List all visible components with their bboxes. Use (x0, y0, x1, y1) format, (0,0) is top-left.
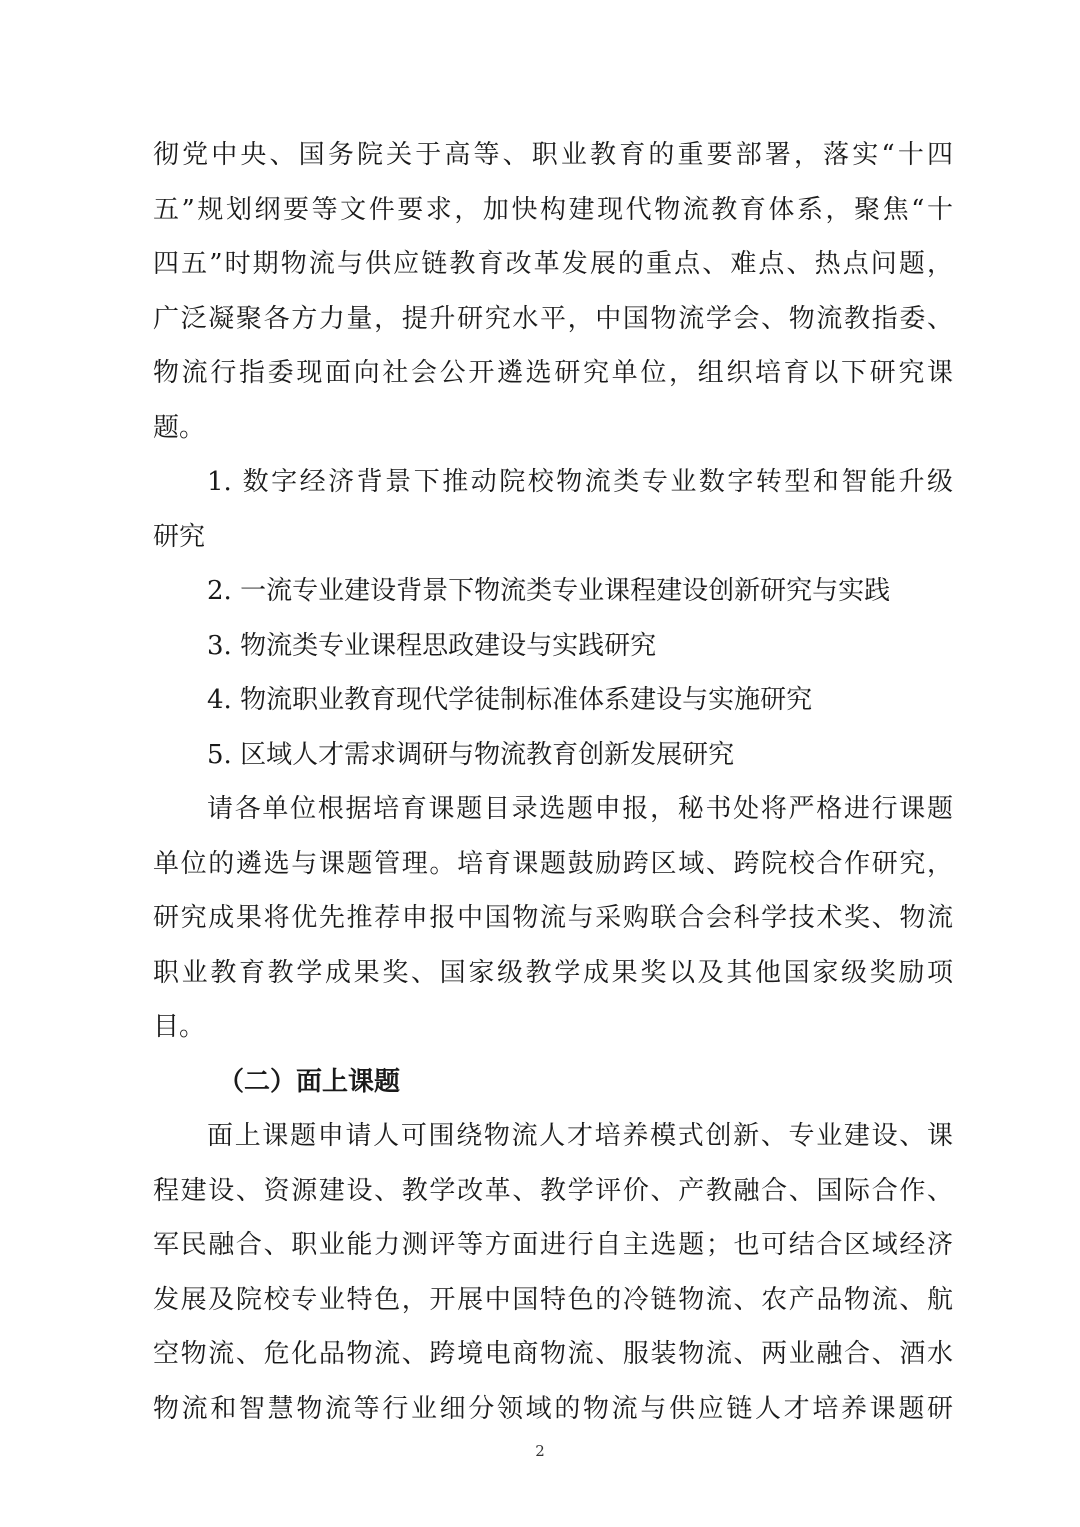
topic-item-2: 2. 一流专业建设背景下物流类专业课程建设创新研究与实践 (207, 576, 891, 606)
section-heading: （二）面上课题 (218, 1066, 401, 1097)
paragraph-line: 单位的遴选与课题管理。培育课题鼓励跨区域、跨院校合作研究， (153, 848, 953, 879)
paragraph-line: 广泛凝聚各方力量，提升研究水平，中国物流学会、物流教指委、 (153, 303, 953, 334)
paragraph-line: 程建设、资源建设、教学改革、教学评价、产教融合、国际合作、 (153, 1175, 953, 1206)
page-number: 2 (535, 1442, 545, 1460)
paragraph-line: 题。 (153, 412, 206, 443)
paragraph-line: 四五”时期物流与供应链教育改革发展的重点、难点、热点问题， (153, 249, 953, 279)
paragraph-line: 请各单位根据培育课题目录选题申报，秘书处将严格进行课题 (207, 794, 953, 824)
body-text (153, 128, 953, 1436)
paragraph-line: 目。 (153, 1012, 206, 1042)
topic-item-5: 5. 区域人才需求调研与物流教育创新发展研究 (207, 739, 735, 770)
topic-item-1: 1. 数字经济背景下推动院校物流类专业数字转型和智能升级 (207, 467, 953, 497)
paragraph-line: 职业教育教学成果奖、国家级教学成果奖以及其他国家级奖励项 (153, 957, 953, 988)
paragraph-line: 研究成果将优先推荐申报中国物流与采购联合会科学技术奖、物流 (153, 903, 953, 933)
topic-item-3: 3. 物流类专业课程思政建设与实践研究 (207, 630, 657, 661)
topic-item-4: 4. 物流职业教育现代学徒制标准体系建设与实施研究 (207, 685, 813, 715)
paragraph-line: 军民融合、职业能力测评等方面进行自主选题；也可结合区域经济 (153, 1230, 953, 1260)
paragraph-line: 物流和智慧物流等行业细分领域的物流与供应链人才培养课题研 (153, 1393, 953, 1424)
paragraph-line: 五”规划纲要等文件要求，加快构建现代物流教育体系，聚焦“十 (153, 194, 953, 225)
topic-item-1-continuation: 研究 (153, 521, 206, 552)
paragraph-line: 空物流、危化品物流、跨境电商物流、服装物流、两业融合、酒水 (153, 1339, 953, 1369)
paragraph-line: 彻党中央、国务院关于高等、职业教育的重要部署，落实“十四 (153, 140, 953, 170)
paragraph-line: 面上课题申请人可围绕物流人才培养模式创新、专业建设、课 (207, 1121, 953, 1151)
paragraph-line: 物流行指委现面向社会公开遴选研究单位，组织培育以下研究课 (153, 358, 953, 388)
paragraph-line: 发展及院校专业特色，开展中国特色的冷链物流、农产品物流、航 (153, 1284, 953, 1315)
